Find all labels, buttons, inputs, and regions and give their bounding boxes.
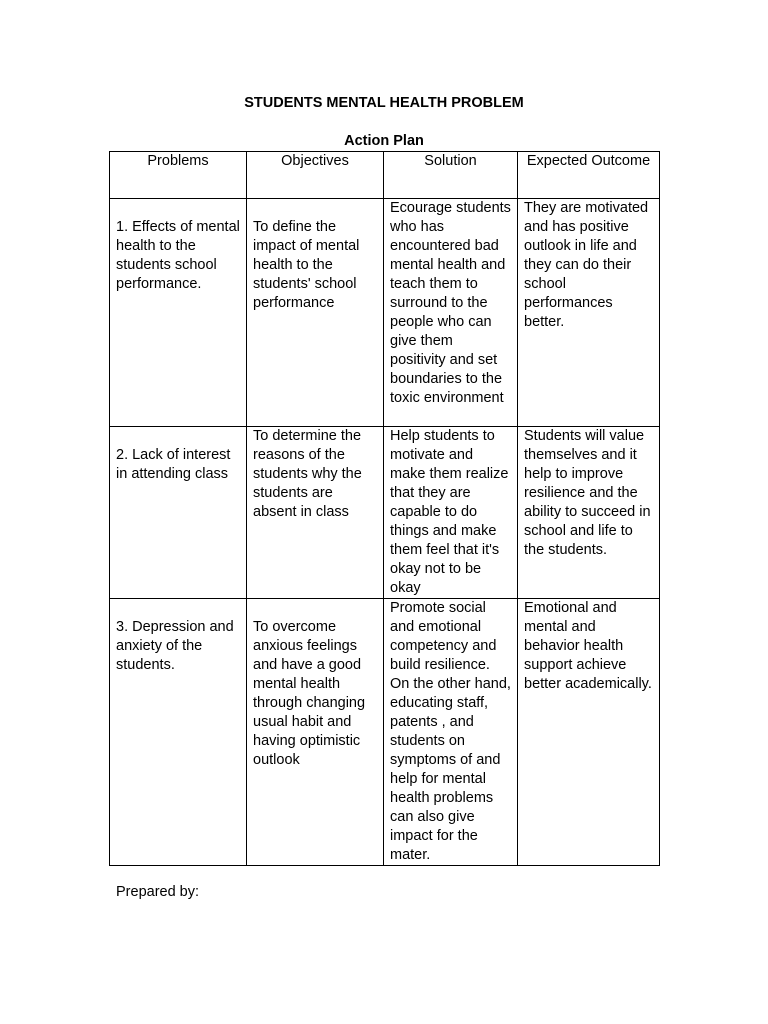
table-row <box>110 427 660 599</box>
problem-cell <box>110 599 247 866</box>
outcome-cell <box>518 427 660 599</box>
objective-text: To define the impact of mental health to the students' school performance <box>253 219 360 311</box>
table-header-row <box>110 152 660 199</box>
solution-cell <box>384 199 518 427</box>
problem-cell <box>110 199 247 427</box>
solution-cell <box>384 599 518 866</box>
table-row <box>110 599 660 866</box>
outcome-cell <box>518 599 660 866</box>
problem-text: 1. Effects of mental health to the students school performance. <box>116 219 240 292</box>
header-objectives: Objectives <box>247 152 384 199</box>
solution-text: Ecourage students who has encountered bad mental health and teach them to surround to the people who can give them positivity and set boundaries to the toxic environment <box>390 200 511 406</box>
problem-cell <box>110 427 247 599</box>
objective-text: To determine the reasons of the students why the students are absent in class <box>253 428 362 520</box>
objective-cell <box>247 199 384 427</box>
outcome-text: Students will value themselves and it help to improve resilience and the ability to succeed in school and life to the students. <box>524 428 651 558</box>
outcome-text: Emotional and mental and behavior health support achieve better academically. <box>524 600 652 692</box>
header-solution: Solution <box>384 152 518 199</box>
solution-text: Help students to motivate and make them realize that they are capable to do things and make them feel that it's okay not to be okay <box>390 428 509 596</box>
objective-cell <box>247 427 384 599</box>
action-plan-table <box>109 151 660 866</box>
solution-cell <box>384 427 518 599</box>
outcome-text: They are motivated and has positive outlook in life and they can do their school performances better. <box>524 200 649 330</box>
table-row <box>110 199 660 427</box>
objective-text: To overcome anxious feelings and have a good mental health through changing usual habit and having optimistic outlook <box>253 619 366 768</box>
action-plan-heading: Action Plan <box>344 133 424 149</box>
document-title: STUDENTS MENTAL HEALTH PROBLEM <box>244 95 524 111</box>
header-expected-outcome: Expected Outcome <box>518 152 660 199</box>
header-problems: Problems <box>110 152 247 199</box>
problem-text: 2. Lack of interest in attending class <box>116 447 231 482</box>
prepared-by-label: Prepared by: <box>116 884 200 900</box>
solution-text: Promote social and emotional competency and build resilience. On the other hand, educating staff, patents , and students on symptoms of and help for mental health problems can also give impact for the mater. <box>390 600 511 863</box>
problem-text: 3. Depression and anxiety of the students. <box>116 619 234 673</box>
objective-cell <box>247 599 384 866</box>
outcome-cell <box>518 199 660 427</box>
